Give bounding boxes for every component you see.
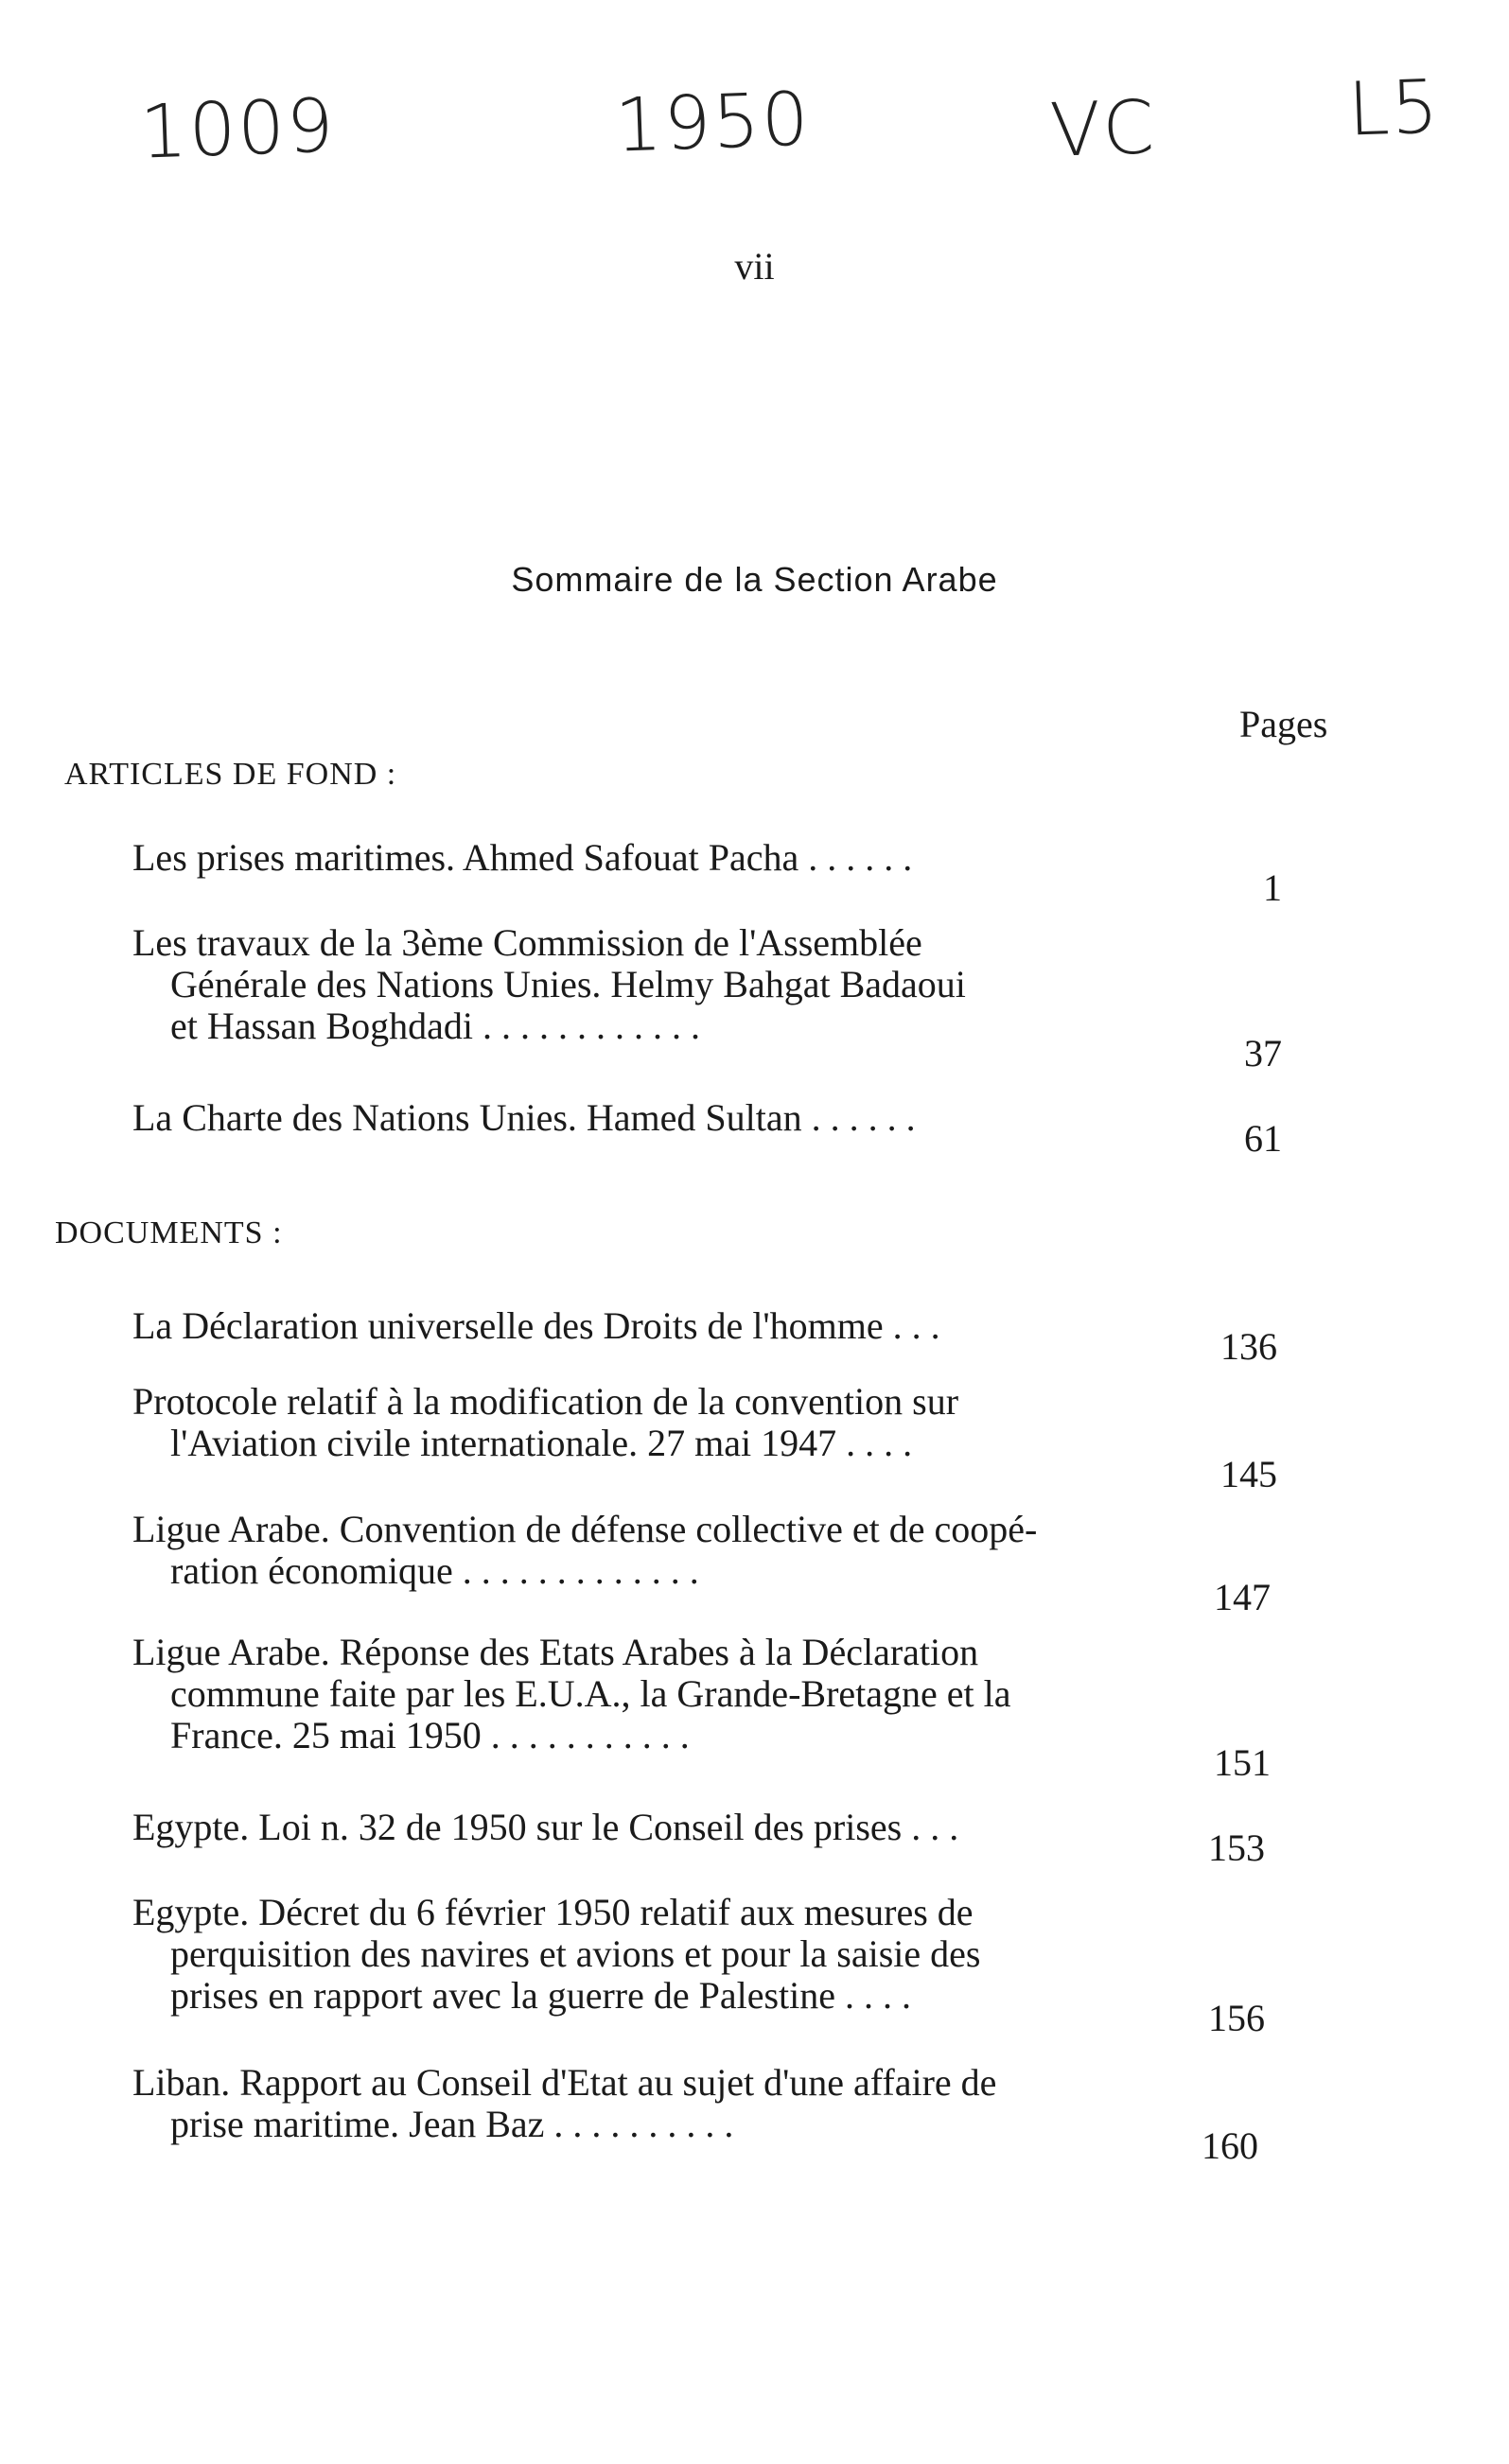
entry-line: Liban. Rapport au Conseil d'Etat au sujet d'une affaire de	[132, 2061, 997, 2104]
section-heading-articles: ARTICLES DE FOND :	[64, 757, 397, 792]
page-number: vii	[734, 245, 775, 288]
entry-page: 145	[1220, 1453, 1277, 1495]
toc-entry	[132, 922, 1121, 1047]
page-title: Sommaire de la Section Arabe	[511, 560, 998, 599]
entry-line: Egypte. Loi n. 32 de 1950 sur le Conseil des prises . . .	[132, 1806, 959, 1848]
handwritten-note-3: VC	[1048, 85, 1158, 174]
section-heading-documents: DOCUMENTS :	[55, 1215, 283, 1250]
pages-column-header: Pages	[1239, 703, 1328, 745]
toc-entry	[132, 1305, 1121, 1347]
entry-page: 156	[1208, 1997, 1265, 2039]
toc-entry	[132, 1381, 1121, 1464]
handwritten-note-1: 1009	[138, 83, 338, 176]
entry-line: perquisition des navires et avions et pour la saisie des	[170, 1932, 981, 1975]
entry-line: Protocole relatif à la modification de la convention sur	[132, 1380, 959, 1423]
entry-line: Les travaux de la 3ème Commission de l'Assemblée	[132, 921, 922, 964]
entry-page: 147	[1214, 1576, 1271, 1618]
toc-entry	[132, 2062, 1121, 2145]
entry-line: Ligue Arabe. Convention de défense collective et de coopé-	[132, 1508, 1038, 1550]
entry-page: 1	[1263, 866, 1282, 909]
entry-page: 136	[1220, 1325, 1277, 1368]
entry-line: ration économique . . . . . . . . . . . . .	[170, 1549, 699, 1592]
entry-line: Les prises maritimes. Ahmed Safouat Pacha . . . . . .	[132, 836, 913, 879]
toc-entry	[132, 1509, 1121, 1592]
entry-page: 153	[1208, 1826, 1265, 1869]
entry-line: France. 25 mai 1950 . . . . . . . . . . .	[170, 1714, 690, 1756]
entry-line: et Hassan Boghdadi . . . . . . . . . . . .	[170, 1005, 700, 1047]
entry-line: Ligue Arabe. Réponse des Etats Arabes à la Déclaration	[132, 1631, 979, 1673]
entry-line: commune faite par les E.U.A., la Grande-Bretagne et la	[170, 1672, 1011, 1715]
entry-line: Egypte. Décret du 6 février 1950 relatif aux mesures de	[132, 1891, 974, 1933]
entry-page: 160	[1202, 2124, 1258, 2167]
entry-line: prise maritime. Jean Baz . . . . . . . . . .	[170, 2103, 734, 2145]
entry-page: 61	[1244, 1117, 1282, 1160]
entry-page: 151	[1214, 1741, 1271, 1784]
toc-entry	[132, 1097, 1121, 1139]
entry-line: prises en rapport avec la guerre de Palestine . . . .	[170, 1974, 912, 2017]
entry-line: La Déclaration universelle des Droits de l'homme . . .	[132, 1304, 940, 1347]
entry-line: Générale des Nations Unies. Helmy Bahgat Badaoui	[170, 963, 966, 1005]
toc-entry	[132, 837, 1121, 879]
entry-line: l'Aviation civile internationale. 27 mai 1947 . . . .	[170, 1422, 913, 1464]
entry-line: La Charte des Nations Unies. Hamed Sultan . . . . . .	[132, 1096, 916, 1139]
toc-entry	[132, 1892, 1121, 2017]
entry-page: 37	[1244, 1032, 1282, 1075]
handwritten-note-4: L5	[1346, 64, 1442, 153]
toc-entry	[132, 1632, 1121, 1756]
toc-entry	[132, 1807, 1121, 1848]
handwritten-note-2: 1950	[613, 77, 813, 169]
